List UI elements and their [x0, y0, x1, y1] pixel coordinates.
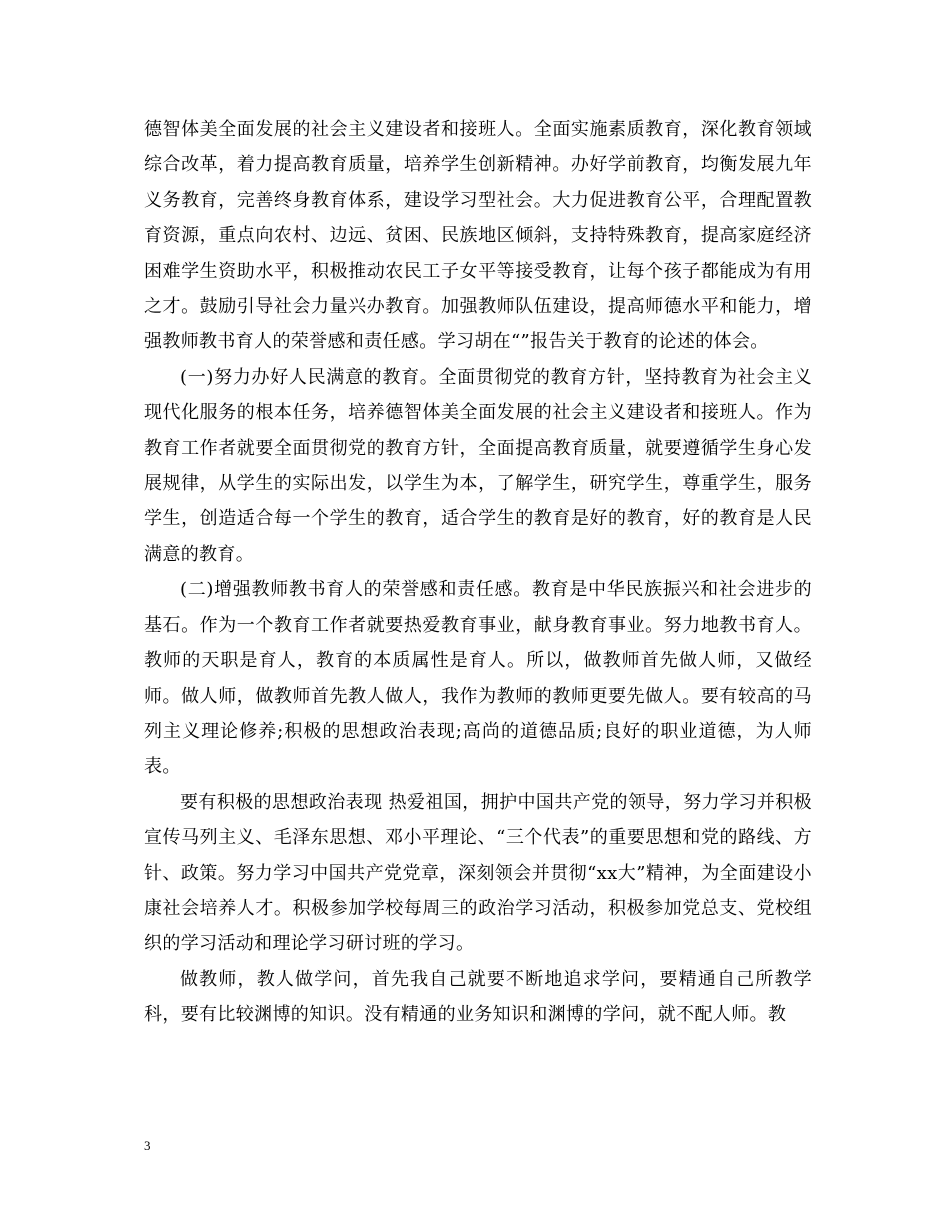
paragraph-3: (二)增强教师教书育人的荣誉感和责任感。教育是中华民族振兴和社会进步的基石。作为一个教育工作者就要热爱教育事业，献身教育事业。努力地教书育人。教师的天职是育人，教育的本质属性是育人。所以，做教师首先做人师，又做经师。做人师，做教师首先教人做人，我作为教师的教师更要先做人。要有较高的马列主义理论修养;积极的思想政治表现;高尚的道德品质;良好的职业道德，为人师表。 — [144, 579, 812, 778]
document-body — [144, 112, 812, 1033]
paragraph-5: 做教师，教人做学问，首先我自己就要不断地追求学问，要精通自己所教学科，要有比较渊博的知识。没有精通的业务知识和渊博的学问，就不配人师。教 — [144, 968, 812, 1026]
paragraph-4: 要有积极的思想政治表现 热爱祖国，拥护中国共产党的领导，努力学习并积极宣传马列主义、毛泽东思想、邓小平理论、“三个代表”的重要思想和党的路线、方针、政策。努力学习中国共产党党章，深刻领会并贯彻“xx大”精神，为全面建设小康社会培养人才。积极参加学校每周三的政治学习活动，积极参加党总支、党校组织的学习活动和理论学习研讨班的学习。 — [144, 791, 812, 955]
paragraph-1: 德智体美全面发展的社会主义建设者和接班人。全面实施素质教育，深化教育领域综合改革，着力提高教育质量，培养学生创新精神。办好学前教育，均衡发展九年义务教育，完善终身教育体系，建设学习型社会。大力促进教育公平，合理配置教育资源，重点向农村、边远、贫困、民族地区倾斜，支持特殊教育，提高家庭经济困难学生资助水平，积极推动农民工子女平等接受教育，让每个孩子都能成为有用之才。鼓励引导社会力量兴办教育。加强教师队伍建设，提高师德水平和能力，增强教师教书育人的荣誉感和责任感。学习胡在“”报告关于教育的论述的体会。 — [144, 119, 812, 353]
paragraph-2: (一)努力办好人民满意的教育。全面贯彻党的教育方针，坚持教育为社会主义现代化服务的根本任务，培养德智体美全面发展的社会主义建设者和接班人。作为教育工作者就要全面贯彻党的教育方针，全面提高教育质量，就要遵循学生身心发展规律，从学生的实际出发，以学生为本，了解学生，研究学生，尊重学生，服务学生，创造适合每一个学生的教育，适合学生的教育是好的教育，好的教育是人民满意的教育。 — [144, 366, 812, 565]
page-number: 3 — [144, 1138, 151, 1153]
